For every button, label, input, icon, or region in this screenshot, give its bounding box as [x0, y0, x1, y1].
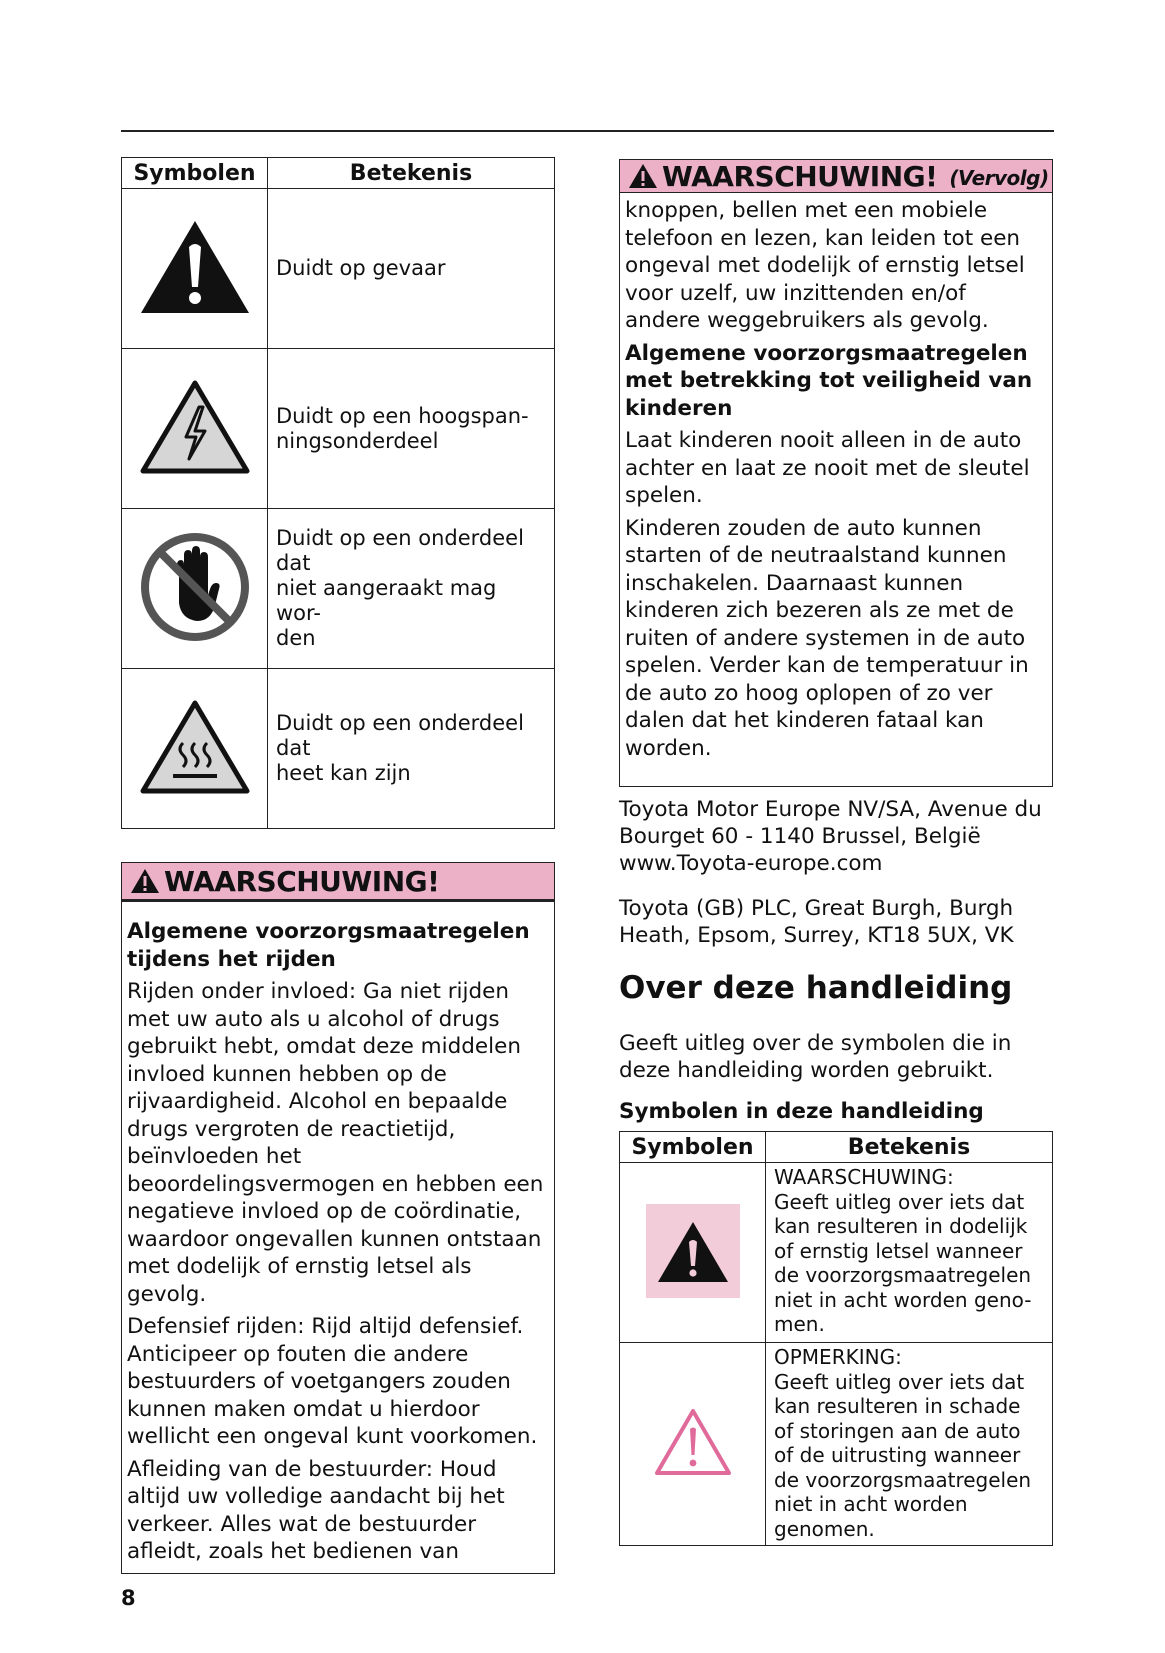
warning-subtitle: Algemene voorzorgsmaatregelen met betrekking tot veiligheid van kinderen: [625, 340, 1033, 421]
warning-icon: [628, 163, 658, 189]
do-not-touch-icon: [122, 509, 268, 669]
warning-paragraph: Kinderen zouden de auto kunnen starten of de neutraalstand kunnen inschakelen. Daarnaast kunnen kinderen zich bezeren als ze met de ruiten of andere systemen in de auto spelen. Verder kan de temperatuur in de auto zo hoog oplopen of zo ver dalen dat het kinderen fataal kan worden.: [625, 515, 1029, 761]
row-text: Duidt op gevaar: [268, 189, 555, 349]
high-voltage-icon: [122, 349, 268, 509]
warning-paragraph: Defensief rijden: Rijd altijd defensief. Anticipeer op fouten die andere bestuurders of voetgangers zouden kunnen maken omdat u hierdoor wellicht een ongeval kunt voorkomen.: [127, 1314, 538, 1449]
header-meaning: Betekenis: [268, 158, 555, 189]
section-text: Geeft uitleg over de symbolen die in deze handleiding worden gebruikt.: [619, 1031, 1012, 1083]
warning-intro: knoppen, bellen met een mobiele telefoon en lezen, kan leiden tot een ongeval met dodelijk of ernstig letsel voor uzelf, uw inzittenden en/of andere weggebruikers als gevolg.: [625, 198, 1025, 333]
table-row: [122, 669, 555, 829]
table-row: [620, 1343, 1053, 1546]
warning-title: WAARSCHUWING!: [662, 159, 938, 193]
warning-continued-label: (Vervolg): [949, 166, 1049, 190]
manual-symbols-table: [619, 1131, 1053, 1546]
section-heading: Over deze handleiding: [619, 970, 1013, 1006]
section-subheading: Symbolen in deze handleiding: [619, 1099, 984, 1124]
warning-title: WAARSCHUWING!: [164, 864, 440, 898]
warning-paragraph: Rijden onder invloed: Ga niet rijden met uw auto als u alcohol of drugs gebruikt hebt, omdat deze middelen invloed kunnen hebben op de rijvaardigheid. Alcohol en bepaalde drugs vergroten de reactietijd, beïnvloeden het beoordelingsvermogen en hebben een negatieve invloed op de coördinatie, waardoor ongevallen kunnen ontstaan met dodelijk of ernstig letsel als gevolg.: [127, 979, 544, 1307]
warning-subtitle: Algemene voorzorgsmaatregelen tijdens het rijden: [127, 919, 530, 972]
page-number: 8: [121, 1586, 136, 1610]
symbols-table: [121, 157, 555, 829]
danger-triangle-icon: [122, 189, 268, 349]
table-row: [122, 509, 555, 669]
warning-triangle-icon: [620, 1163, 766, 1343]
row-text: OPMERKING: Geeft uitleg over iets dat kan resulteren in schade of storingen aan de auto of de uitrusting wanneer de voorzorgsmaatregelen niet in acht worden genomen.: [766, 1343, 1053, 1546]
warning-paragraph: Afleiding van de bestuurder: Houd altijd uw volledige aandacht bij het verkeer. Alles wat de bestuurder afleidt, zoals het bedienen van: [127, 1456, 505, 1564]
hot-surface-icon: [122, 669, 268, 829]
caution-triangle-icon: [620, 1343, 766, 1546]
row-text: Duidt op een onderdeel dat heet kan zijn: [268, 669, 555, 829]
warning-box-continued: [619, 159, 1053, 787]
address-europe: Toyota Motor Europe NV/SA, Avenue du Bourget 60 - 1140 Brussel, België www.Toyota-europe.com: [619, 797, 1042, 876]
header-symbols: Symbolen: [620, 1132, 766, 1163]
warning-header: [620, 160, 1052, 193]
table-row: [122, 349, 555, 509]
warning-icon: [130, 868, 160, 894]
address-gb: Toyota (GB) PLC, Great Burgh, Burgh Heath, Epsom, Surrey, KT18 5UX, VK: [619, 896, 1014, 948]
row-text: WAARSCHUWING: Geeft uitleg over iets dat kan resulteren in dodelijk of ernstig letsel wanneer de voorzorgsmaatregelen niet in acht worden geno- men.: [766, 1163, 1053, 1343]
header-symbols: Symbolen: [122, 158, 268, 189]
warning-header: [122, 863, 554, 902]
top-rule: [121, 130, 1054, 132]
header-meaning: Betekenis: [766, 1132, 1053, 1163]
table-row: [122, 189, 555, 349]
row-text: Duidt op een onderdeel dat niet aangeraakt mag wor- den: [268, 509, 555, 669]
row-text: Duidt op een hoogspan- ningsonderdeel: [268, 349, 555, 509]
table-row: [620, 1163, 1053, 1343]
warning-paragraph: Laat kinderen nooit alleen in de auto achter en laat ze nooit met de sleutel spelen.: [625, 428, 1030, 508]
warning-box: [121, 862, 555, 1574]
